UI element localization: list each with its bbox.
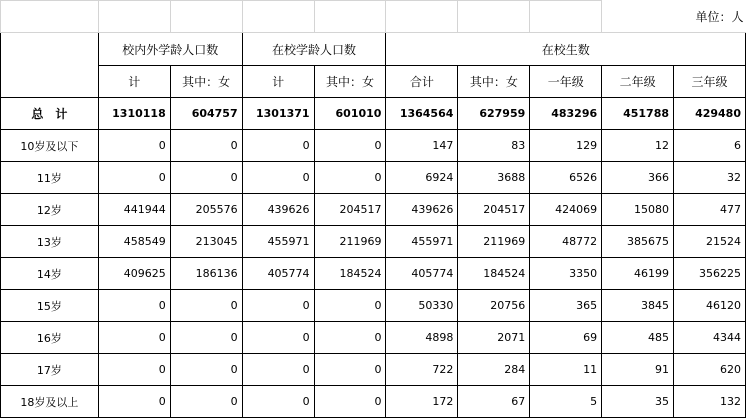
table-cell: 15080 xyxy=(602,194,674,226)
table-cell: 0 xyxy=(314,322,386,354)
table-cell: 405774 xyxy=(386,258,458,290)
table-row xyxy=(1,226,746,258)
table-cell: 1310118 xyxy=(98,98,170,130)
table-cell: 0 xyxy=(314,290,386,322)
table-row xyxy=(1,354,746,386)
header-group-enrolled-school-age: 在校学龄人口数 xyxy=(242,33,386,66)
table-cell: 0 xyxy=(170,162,242,194)
empty-cell xyxy=(242,1,314,33)
row-label: 16岁 xyxy=(1,322,99,354)
table-cell: 0 xyxy=(98,354,170,386)
empty-cell xyxy=(458,1,530,33)
table-cell: 0 xyxy=(98,130,170,162)
table-cell: 0 xyxy=(98,322,170,354)
table-cell: 604757 xyxy=(170,98,242,130)
table-cell: 0 xyxy=(170,386,242,418)
table-cell: 2071 xyxy=(458,322,530,354)
empty-cell xyxy=(1,1,99,33)
table-cell: 3350 xyxy=(530,258,602,290)
table-cell: 4898 xyxy=(386,322,458,354)
table-cell: 21524 xyxy=(674,226,746,258)
table-cell: 211969 xyxy=(314,226,386,258)
subheader-cell: 计 xyxy=(98,66,170,98)
table-cell: 0 xyxy=(170,290,242,322)
row-label: 总 计 xyxy=(1,98,99,130)
table-row xyxy=(1,194,746,226)
table-row-total xyxy=(1,98,746,130)
table-cell: 424069 xyxy=(530,194,602,226)
subheader-cell: 其中：女 xyxy=(170,66,242,98)
header-group-students: 在校生数 xyxy=(386,33,746,66)
table-cell: 1301371 xyxy=(242,98,314,130)
table-cell: 6924 xyxy=(386,162,458,194)
table-cell: 409625 xyxy=(98,258,170,290)
table-cell: 627959 xyxy=(458,98,530,130)
empty-cell xyxy=(170,1,242,33)
table-cell: 451788 xyxy=(602,98,674,130)
table-cell: 67 xyxy=(458,386,530,418)
table-cell: 147 xyxy=(386,130,458,162)
table-cell: 129 xyxy=(530,130,602,162)
empty-cell xyxy=(98,1,170,33)
table-cell: 620 xyxy=(674,354,746,386)
header-row-2 xyxy=(1,66,746,98)
table-cell: 0 xyxy=(314,386,386,418)
table-cell: 184524 xyxy=(458,258,530,290)
empty-cell xyxy=(530,1,602,33)
table-cell: 0 xyxy=(98,290,170,322)
table-cell: 172 xyxy=(386,386,458,418)
table-cell: 4344 xyxy=(674,322,746,354)
table-cell: 0 xyxy=(242,322,314,354)
table-cell: 11 xyxy=(530,354,602,386)
subheader-cell: 计 xyxy=(242,66,314,98)
table-cell: 12 xyxy=(602,130,674,162)
table-cell: 204517 xyxy=(458,194,530,226)
table-cell: 0 xyxy=(242,354,314,386)
unit-row xyxy=(1,1,746,33)
table-cell: 722 xyxy=(386,354,458,386)
row-label: 14岁 xyxy=(1,258,99,290)
table-cell: 211969 xyxy=(458,226,530,258)
table-cell: 1364564 xyxy=(386,98,458,130)
row-label: 18岁及以上 xyxy=(1,386,99,418)
table-cell: 458549 xyxy=(98,226,170,258)
header-row-1 xyxy=(1,33,746,66)
table-cell: 205576 xyxy=(170,194,242,226)
table-cell: 132 xyxy=(674,386,746,418)
table-cell: 483296 xyxy=(530,98,602,130)
row-label: 10岁及以下 xyxy=(1,130,99,162)
empty-cell xyxy=(386,1,458,33)
subheader-cell: 合计 xyxy=(386,66,458,98)
table-cell: 184524 xyxy=(314,258,386,290)
table-cell: 385675 xyxy=(602,226,674,258)
table-cell: 441944 xyxy=(98,194,170,226)
table-cell: 429480 xyxy=(674,98,746,130)
table-row xyxy=(1,258,746,290)
table-cell: 50330 xyxy=(386,290,458,322)
table-cell: 213045 xyxy=(170,226,242,258)
table-cell: 46120 xyxy=(674,290,746,322)
row-label: 11岁 xyxy=(1,162,99,194)
table-cell: 35 xyxy=(602,386,674,418)
subheader-cell: 其中：女 xyxy=(458,66,530,98)
table-row xyxy=(1,386,746,418)
table-cell: 0 xyxy=(242,162,314,194)
table-cell: 0 xyxy=(314,130,386,162)
row-label: 12岁 xyxy=(1,194,99,226)
row-label: 15岁 xyxy=(1,290,99,322)
table-cell: 69 xyxy=(530,322,602,354)
table-cell: 485 xyxy=(602,322,674,354)
table-cell: 3845 xyxy=(602,290,674,322)
unit-label: 单位：人 xyxy=(602,1,746,33)
table-cell: 366 xyxy=(602,162,674,194)
table-cell: 6526 xyxy=(530,162,602,194)
table-cell: 46199 xyxy=(602,258,674,290)
row-label: 13岁 xyxy=(1,226,99,258)
table-cell: 0 xyxy=(170,322,242,354)
table-row xyxy=(1,130,746,162)
table-cell: 6 xyxy=(674,130,746,162)
table-cell: 0 xyxy=(98,162,170,194)
subheader-cell: 一年级 xyxy=(530,66,602,98)
table-cell: 0 xyxy=(170,354,242,386)
table-cell: 204517 xyxy=(314,194,386,226)
table-cell: 48772 xyxy=(530,226,602,258)
table-row xyxy=(1,322,746,354)
corner-cell xyxy=(1,33,99,98)
table-cell: 455971 xyxy=(242,226,314,258)
table-cell: 365 xyxy=(530,290,602,322)
table-cell: 0 xyxy=(314,162,386,194)
table-cell: 0 xyxy=(314,354,386,386)
row-label: 17岁 xyxy=(1,354,99,386)
table-cell: 439626 xyxy=(242,194,314,226)
table-cell: 186136 xyxy=(170,258,242,290)
table-cell: 477 xyxy=(674,194,746,226)
table-cell: 405774 xyxy=(242,258,314,290)
table-cell: 20756 xyxy=(458,290,530,322)
header-group-school-age-population: 校内外学龄人口数 xyxy=(98,33,242,66)
table-cell: 0 xyxy=(242,386,314,418)
table-cell: 0 xyxy=(98,386,170,418)
table-cell: 3688 xyxy=(458,162,530,194)
table-cell: 32 xyxy=(674,162,746,194)
table-cell: 0 xyxy=(242,130,314,162)
subheader-cell: 二年级 xyxy=(602,66,674,98)
table-cell: 284 xyxy=(458,354,530,386)
table-cell: 91 xyxy=(602,354,674,386)
table-row xyxy=(1,290,746,322)
subheader-cell: 其中：女 xyxy=(314,66,386,98)
table-row xyxy=(1,162,746,194)
table-cell: 601010 xyxy=(314,98,386,130)
table-cell: 356225 xyxy=(674,258,746,290)
table-cell: 83 xyxy=(458,130,530,162)
empty-cell xyxy=(314,1,386,33)
table-cell: 0 xyxy=(242,290,314,322)
table-cell: 5 xyxy=(530,386,602,418)
table-cell: 439626 xyxy=(386,194,458,226)
subheader-cell: 三年级 xyxy=(674,66,746,98)
table-cell: 455971 xyxy=(386,226,458,258)
table-cell: 0 xyxy=(170,130,242,162)
